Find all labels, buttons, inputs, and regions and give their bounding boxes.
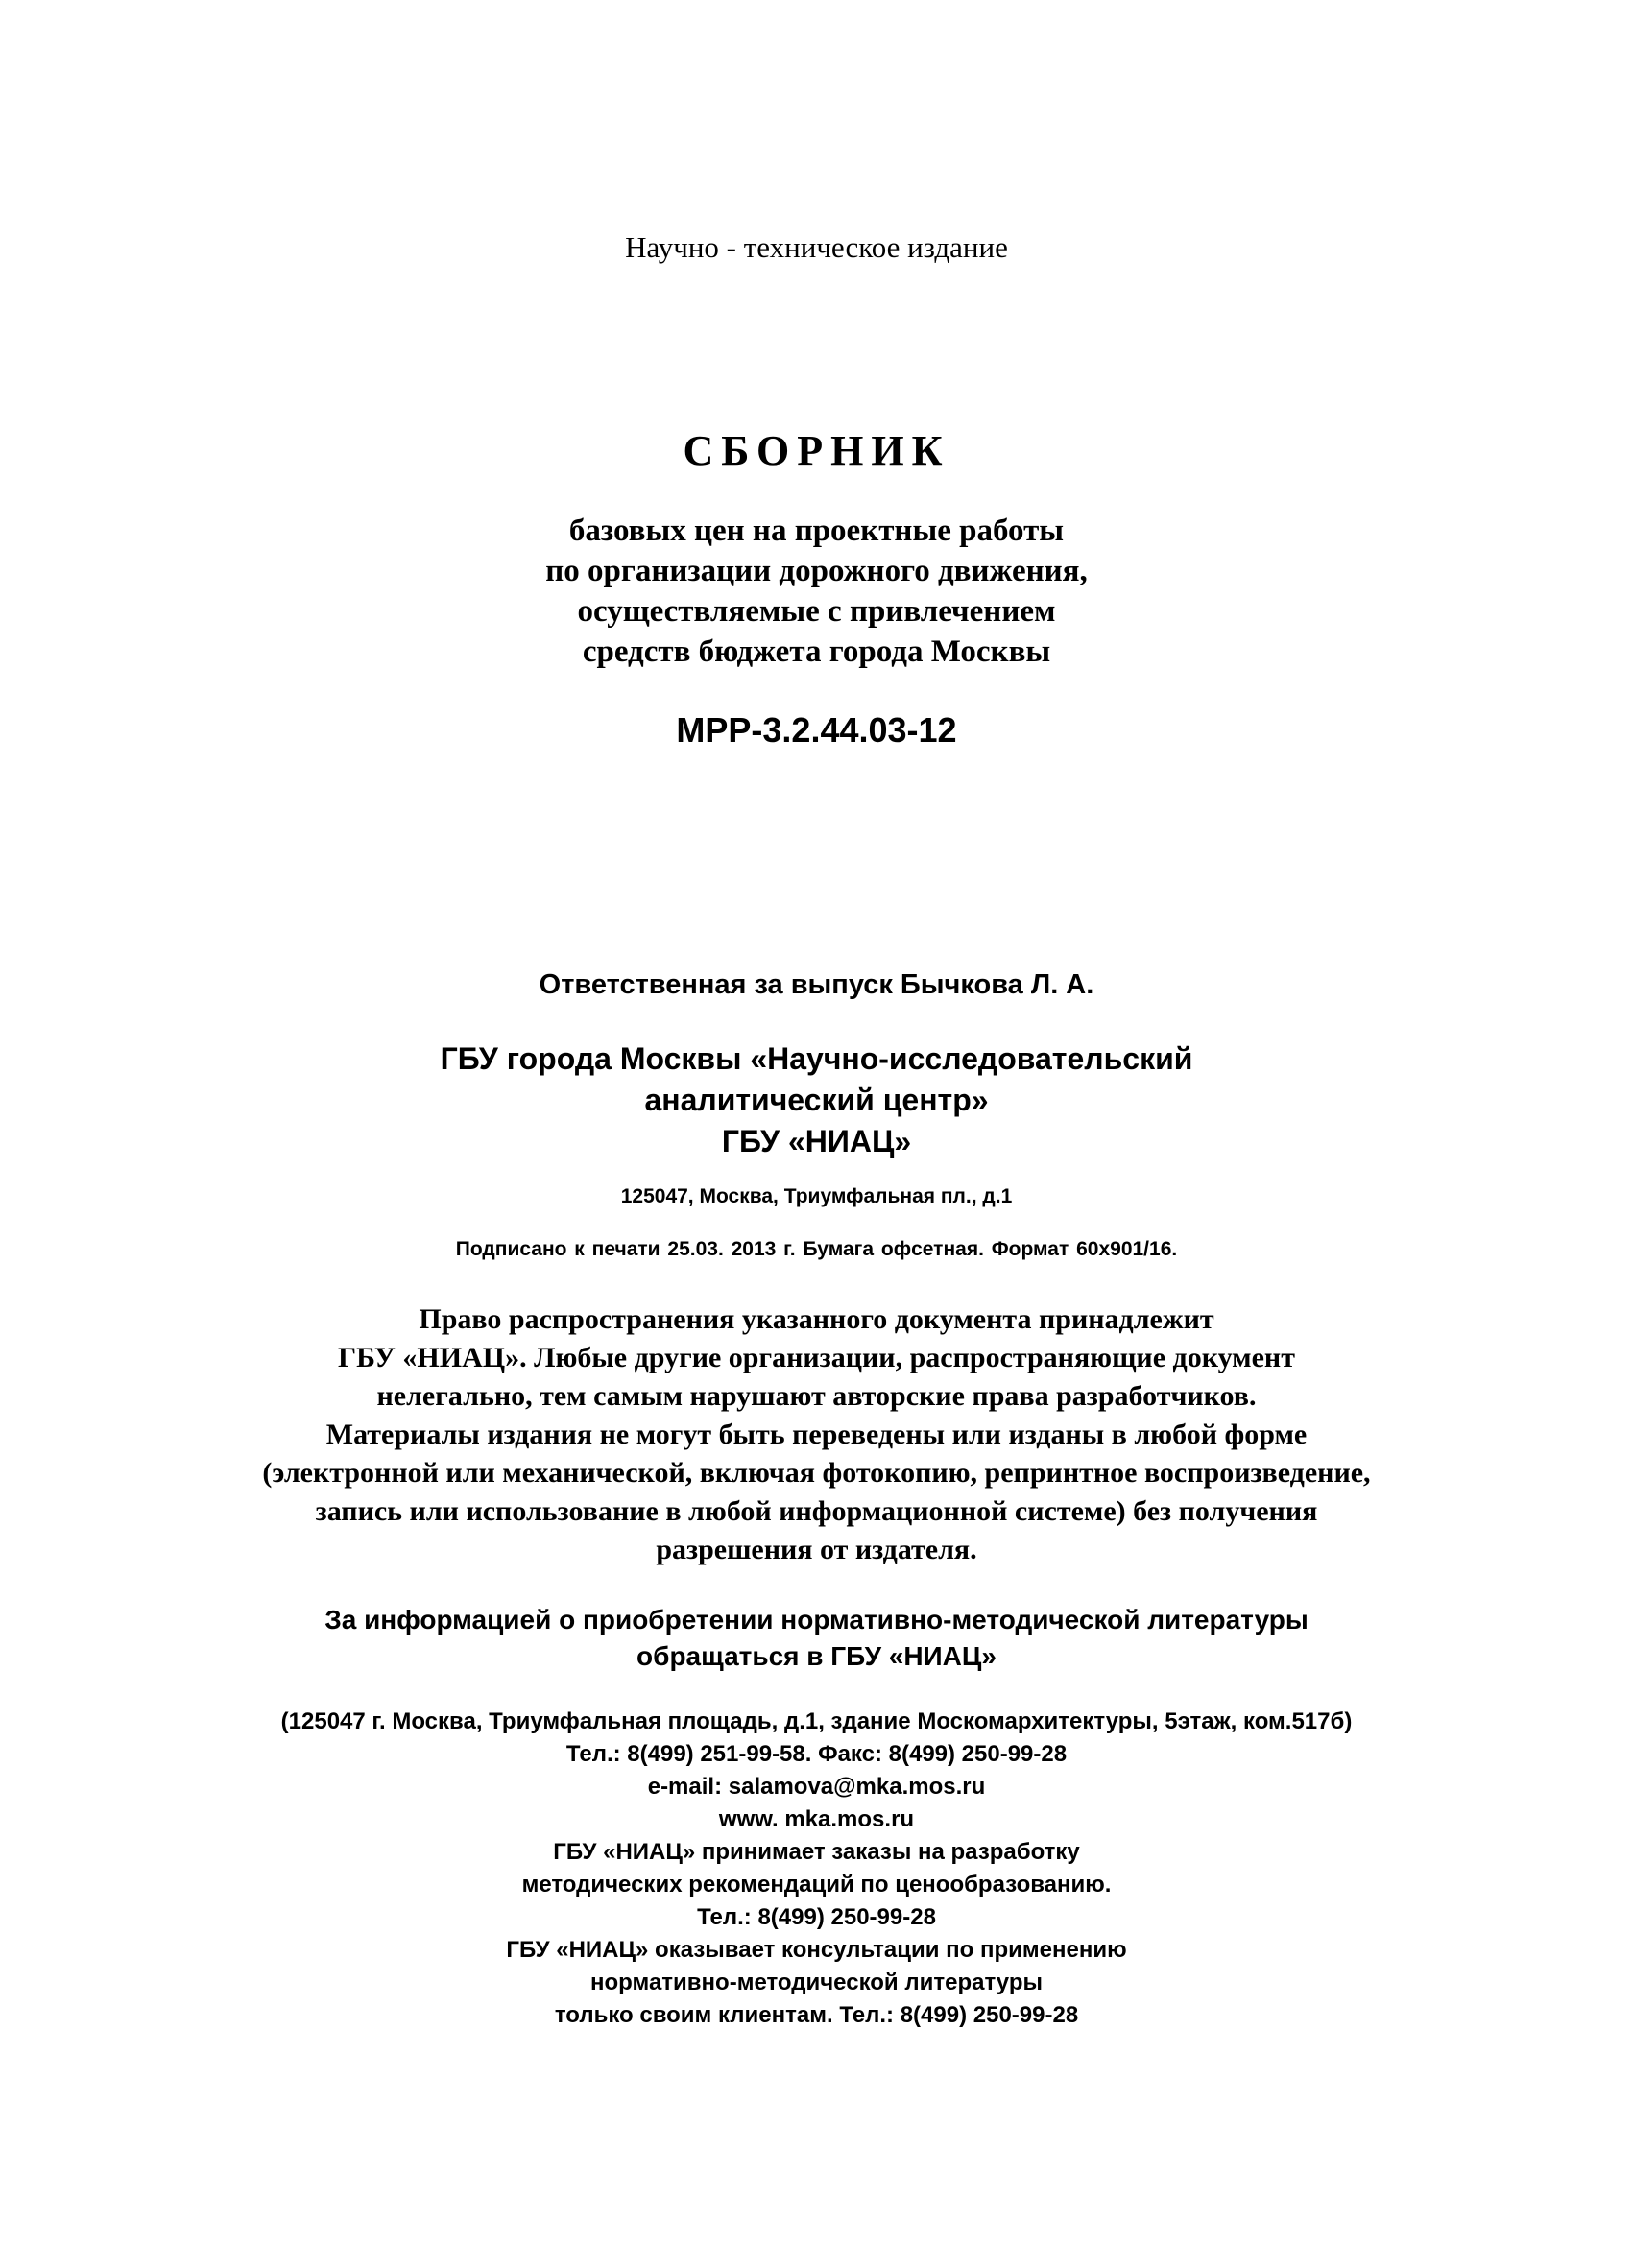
contact-line: методических рекомендаций по ценообразованию. — [521, 1872, 1112, 1898]
document-title: СБОРНИК — [683, 427, 950, 474]
contact-line: ГБУ «НИАЦ» принимает заказы на разработку — [553, 1839, 1080, 1865]
edition-type: Научно - техническое издание — [625, 230, 1008, 264]
contact-website: www. mka.mos.ru — [718, 1806, 915, 1832]
document-code: МРР-3.2.44.03-12 — [676, 710, 957, 750]
contact-line: Тел.: 8(499) 250-99-28 — [697, 1904, 936, 1930]
contact-line: (125047 г. Москва, Триумфальная площадь, д.1, здание Москомархитектуры, 5этаж, ком.517б) — [280, 1708, 1353, 1734]
info-line: За информацией о приобретении нормативно-методической литературы — [324, 1605, 1309, 1635]
contact-email: e-mail: salamova@mka.mos.ru — [647, 1774, 986, 1800]
contact-line: Тел.: 8(499) 251-99-58. Факс: 8(499) 250-99-28 — [565, 1741, 1068, 1767]
subtitle-line: базовых цен на проектные работы — [568, 513, 1065, 548]
rights-line: Материалы издания не могут быть переведены или изданы в любой форме — [325, 1419, 1308, 1450]
contact-line: нормативно-методической литературы — [590, 1970, 1043, 1995]
rights-line: запись или использование в любой информационной системе) без получения — [315, 1495, 1318, 1527]
subtitle-line: по организации дорожного движения, — [545, 554, 1088, 588]
print-info: Подписано к печати 25.03. 2013 г. Бумага офсетная. Формат 60х901/16. — [455, 1238, 1178, 1260]
contact-line: ГБУ «НИАЦ» оказывает консультации по применению — [506, 1937, 1127, 1963]
rights-line: (электронной или механической, включая фотокопию, репринтное воспроизведение, — [262, 1457, 1371, 1489]
organization-line: ГБУ города Москвы «Научно-исследовательский — [440, 1041, 1193, 1076]
organization-line: ГБУ «НИАЦ» — [721, 1124, 912, 1158]
subtitle-line: средств бюджета города Москвы — [582, 634, 1051, 669]
organization-line: аналитический центр» — [644, 1083, 989, 1117]
info-line: обращаться в ГБУ «НИАЦ» — [636, 1641, 997, 1671]
rights-line: ГБУ «НИАЦ». Любые другие организации, распространяющие документ — [338, 1342, 1295, 1373]
publisher-address: 125047, Москва, Триумфальная пл., д.1 — [620, 1185, 1013, 1207]
contact-line: только своим клиентам. Тел.: 8(499) 250-99-28 — [554, 2002, 1079, 2028]
subtitle-line: осуществляемые с привлечением — [577, 594, 1056, 629]
rights-line: разрешения от издателя. — [656, 1534, 977, 1565]
responsible-person: Ответственная за выпуск Бычкова Л. А. — [539, 969, 1094, 1000]
rights-line: Право распространения указанного документа принадлежит — [419, 1303, 1214, 1335]
rights-line: нелегально, тем самым нарушают авторские права разработчиков. — [376, 1380, 1257, 1412]
